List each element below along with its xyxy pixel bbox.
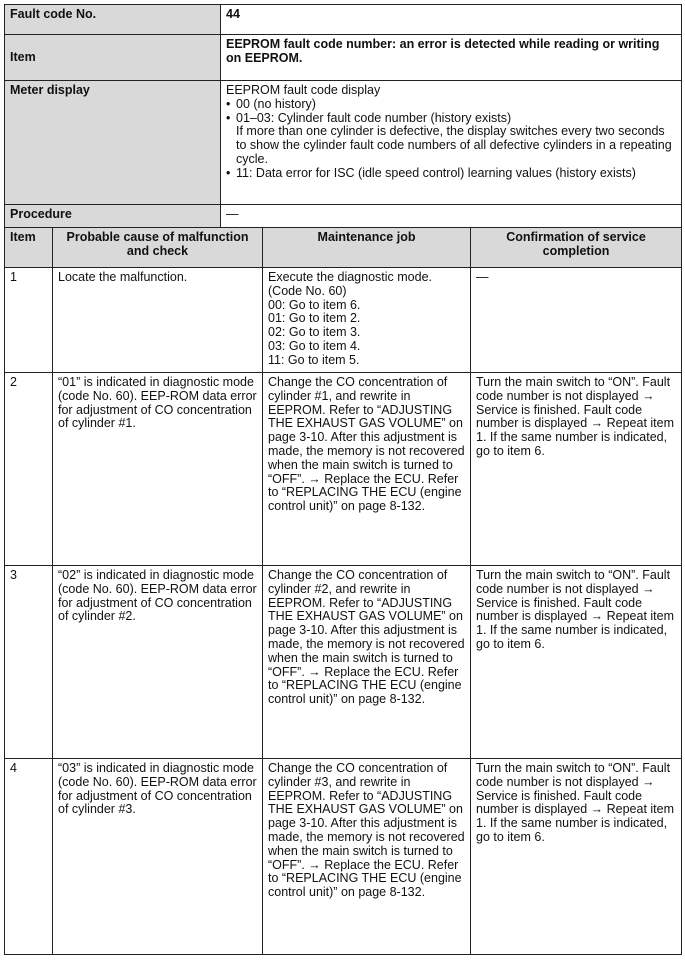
col-header-item: Item — [5, 228, 53, 268]
col-header-job: Maintenance job — [263, 228, 471, 268]
row-cause: “02” is indicated in diagnostic mode (code No. 60). EEP-ROM data error for adjustment of CO concentration of cylinder #2. — [53, 566, 263, 759]
row-job: Change the CO concentration of cylinder #1, and rewrite in EEPROM. Refer to “ADJUSTING THE EXHAUST GAS VOLUME” on page 3-10. After this adjustment is made, the memory is not recovered when the main switch is turned to “OFF”. → Replace the ECU. Refer to “REPLACING THE ECU (engine control unit)” on page 8-132. — [263, 373, 471, 566]
row-cause: Locate the malfunction. — [53, 268, 263, 373]
item-value: EEPROM fault code number: an error is detected while reading or writing on EEPROM. — [221, 35, 682, 81]
meter-bullet-list — [226, 98, 676, 181]
row-cause: “03” is indicated in diagnostic mode (code No. 60). EEP-ROM data error for adjustment of CO concentration of cylinder #3. — [53, 759, 263, 955]
procedure-value: — — [221, 205, 682, 228]
meter-bullet: • 01–03: Cylinder fault code number (history exists) If more than one cylinder is defective, the display switches every two seconds to show the cylinder fault code numbers of all defective cylinders in a repeating cycle. — [226, 112, 676, 167]
table-row — [5, 759, 682, 955]
fault-code-row — [5, 5, 682, 35]
table-row — [5, 373, 682, 566]
job-line: 02: Go to item 3. — [268, 325, 361, 340]
row-confirm: Turn the main switch to “ON”. Fault code number is not displayed → Service is finished. Fault code number is displayed → Repeat item 1. If the same number is indicated, go to item 6. — [471, 566, 682, 759]
job-line: 11: Go to item 5. — [268, 352, 360, 367]
table-row — [5, 268, 682, 373]
item-description-row — [5, 35, 682, 81]
row-confirm: Turn the main switch to “ON”. Fault code number is not displayed → Service is finished. Fault code number is displayed → Repeat item 1. If the same number is indicated, go to item 6. — [471, 759, 682, 955]
row-job: Change the CO concentration of cylinder #2, and rewrite in EEPROM. Refer to “ADJUSTING THE EXHAUST GAS VOLUME” on page 3-10. After this adjustment is made, the memory is not recovered when the main switch is turned to “OFF”. → Replace the ECU. Refer to “REPLACING THE ECU (engine control unit)” on page 8-132. — [263, 566, 471, 759]
row-job — [263, 268, 471, 373]
meter-display-row — [5, 81, 682, 205]
row-item-number: 4 — [5, 759, 53, 955]
row-job: Change the CO concentration of cylinder #3, and rewrite in EEPROM. Refer to “ADJUSTING THE EXHAUST GAS VOLUME” on page 3-10. After this adjustment is made, the memory is not recovered when the main switch is turned to “OFF”. → Replace the ECU. Refer to “REPLACING THE ECU (engine control unit)” on page 8-132. — [263, 759, 471, 955]
procedure-label: Procedure — [5, 205, 221, 228]
fault-code-value: 44 — [221, 5, 682, 35]
job-line: (Code No. 60) — [268, 283, 347, 298]
row-cause: “01” is indicated in diagnostic mode (code No. 60). EEP-ROM data error for adjustment of CO concentration of cylinder #1. — [53, 373, 263, 566]
fault-code-table — [4, 4, 682, 955]
col-header-confirm: Confirmation of service completion — [471, 228, 682, 268]
meter-bullet: • 11: Data error for ISC (idle speed control) learning values (history exists) — [226, 167, 676, 181]
row-item-number: 3 — [5, 566, 53, 759]
meter-note: If more than one cylinder is defective, the display switches every two seconds to show the cylinder fault code numbers of all defective cylinders in a repeating cycle. — [236, 124, 672, 166]
row-confirm: Turn the main switch to “ON”. Fault code number is not displayed → Service is finished. Fault code number is displayed → Repeat item 1. If the same number is indicated, go to item 6. — [471, 373, 682, 566]
job-line: 03: Go to item 4. — [268, 338, 361, 353]
row-confirm: — — [471, 268, 682, 373]
item-label: Item — [5, 35, 221, 81]
meter-display-label: Meter display — [5, 81, 221, 205]
meter-display-content — [221, 81, 682, 205]
job-line: 01: Go to item 2. — [268, 311, 361, 326]
meter-bullet: • 00 (no history) — [226, 98, 676, 112]
row-item-number: 2 — [5, 373, 53, 566]
fault-code-label: Fault code No. — [5, 5, 221, 35]
col-header-cause: Probable cause of malfunction and check — [53, 228, 263, 268]
meter-intro: EEPROM fault code display — [226, 83, 381, 97]
job-line: 00: Go to item 6. — [268, 297, 361, 312]
row-item-number: 1 — [5, 268, 53, 373]
job-line: Execute the diagnostic mode. — [268, 270, 432, 284]
column-header-row — [5, 228, 682, 268]
table-row — [5, 566, 682, 759]
procedure-row — [5, 205, 682, 228]
